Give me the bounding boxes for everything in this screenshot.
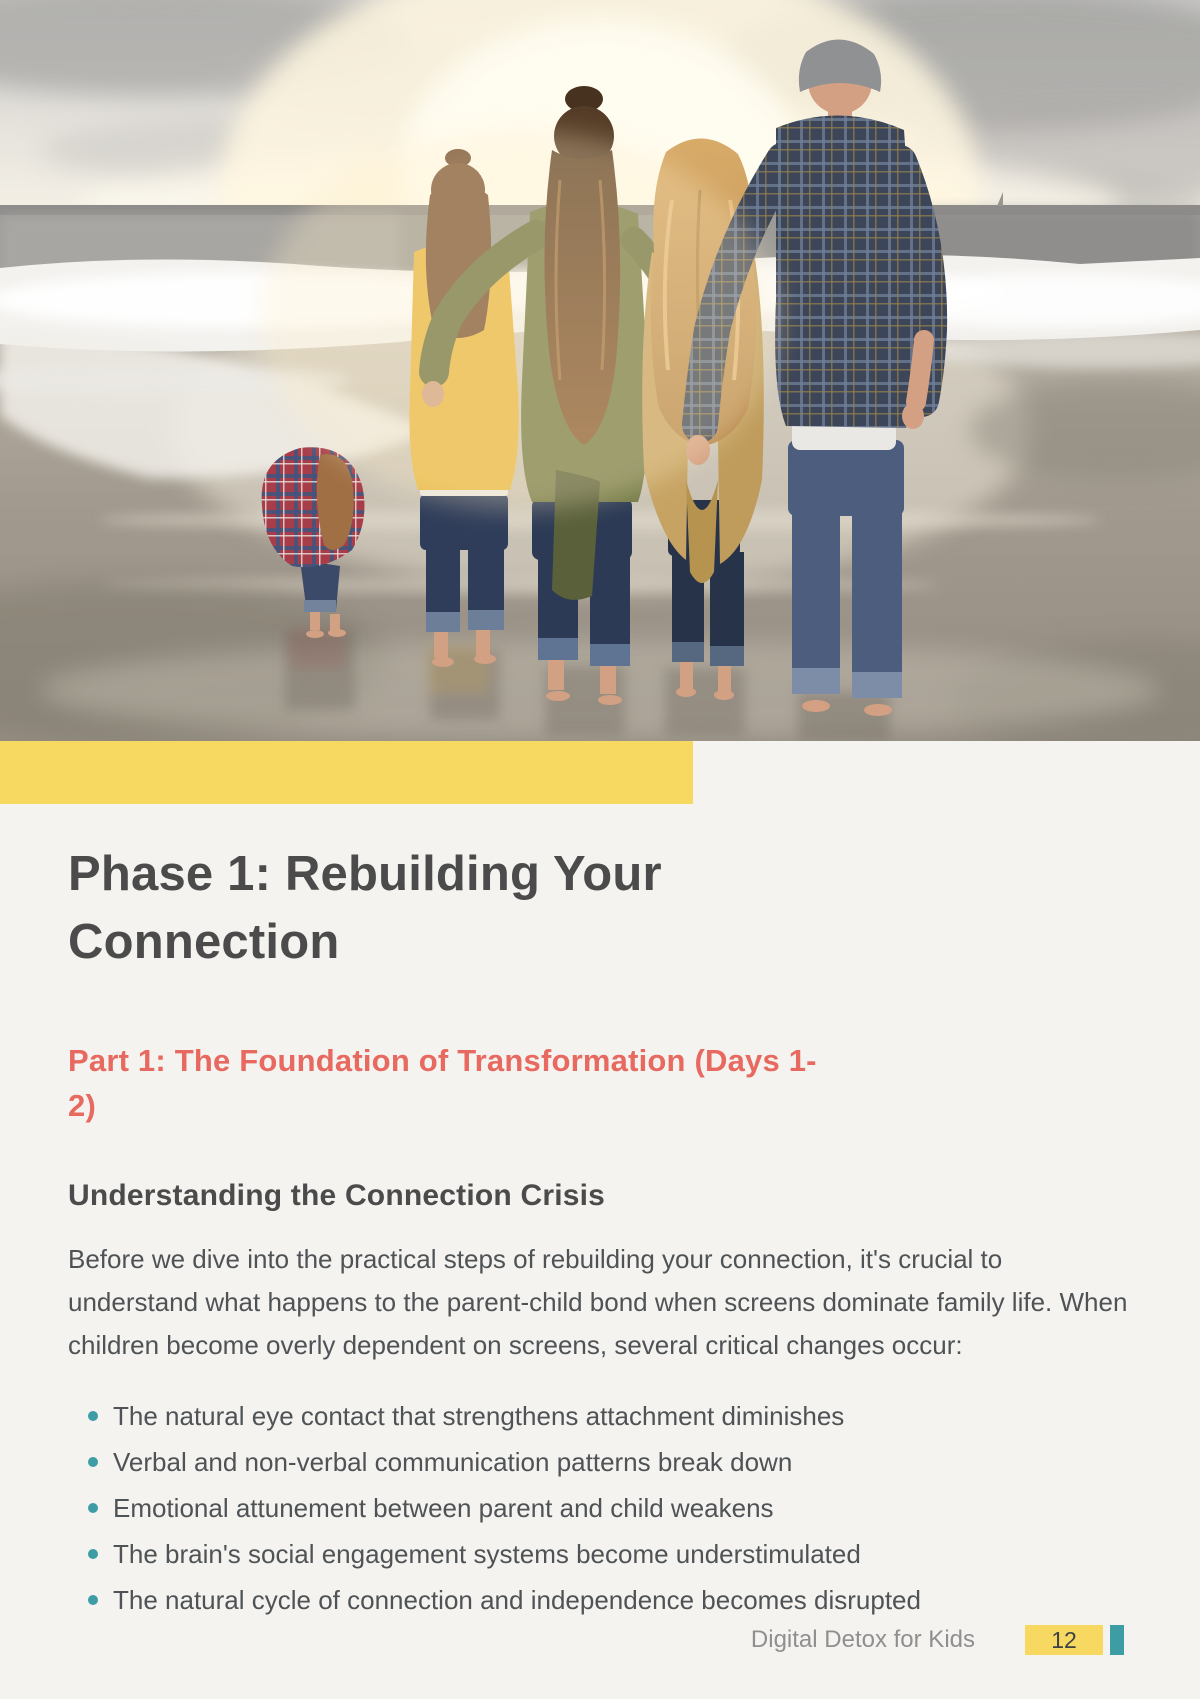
list-item: The natural eye contact that strengthens attachment diminishes <box>68 1393 1135 1439</box>
list-item: Emotional attunement between parent and child weakens <box>68 1485 1135 1531</box>
section-heading: Understanding the Connection Crisis <box>68 1179 606 1212</box>
list-item: The natural cycle of connection and independence becomes disrupted <box>68 1577 1135 1623</box>
part-heading <box>68 1038 1135 1128</box>
page-title-line2: Connection <box>68 915 340 969</box>
bullet-list <box>68 1393 1135 1623</box>
hero-photo <box>0 0 1200 741</box>
page-title-line1: Phase 1: Rebuilding Your <box>68 847 662 901</box>
list-item: The brain's social engagement systems become understimulated <box>68 1531 1135 1577</box>
page-footer <box>751 1625 1124 1655</box>
yellow-accent-bar <box>0 741 693 804</box>
footer-teal-tick <box>1110 1625 1124 1655</box>
footer-book-title: Digital Detox for Kids <box>750 1626 975 1653</box>
hero-photo-illustration <box>0 0 1200 741</box>
intro-paragraph: Before we dive into the practical steps of rebuilding your connection, it's crucial to understand what happens to the parent-child bond when screens dominate family life. When children become overly dependent on screens, several critical changes occur: <box>68 1244 1128 1360</box>
sun-flare <box>260 130 780 510</box>
page-content <box>68 840 1135 1623</box>
page-title <box>68 840 1135 976</box>
part-heading-line2: 2) <box>68 1088 96 1123</box>
list-item: Verbal and non-verbal communication patterns break down <box>68 1439 1135 1485</box>
part-heading-line1: Part 1: The Foundation of Transformation (Days 1- <box>68 1043 817 1078</box>
page-number-badge: 12 <box>1025 1625 1103 1655</box>
